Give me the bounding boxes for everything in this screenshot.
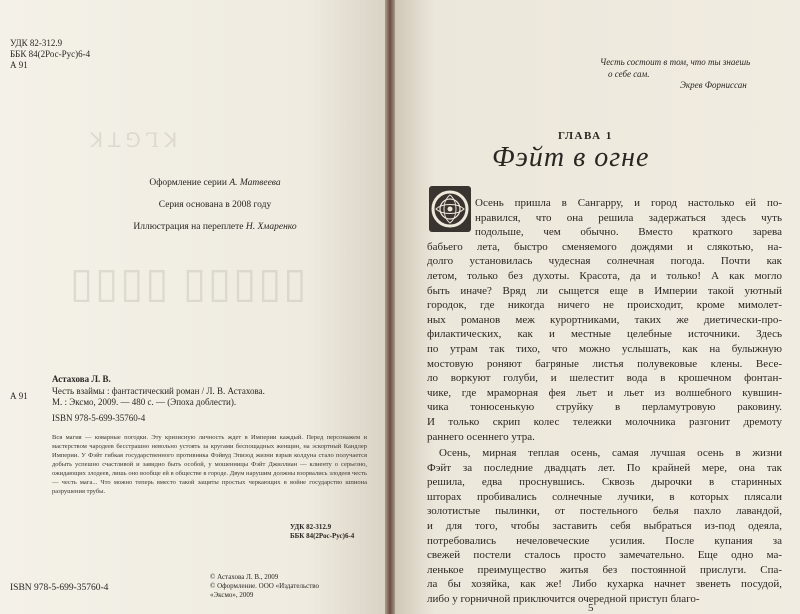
class-code: А 91 xyxy=(10,391,28,401)
text-line: подольше, чем обычно. Вместо краткого зарева xyxy=(475,226,782,239)
text-line: либо у горничной приключится очередной приступ благо- xyxy=(427,592,700,605)
chapter-paragraph-2 xyxy=(427,446,782,607)
text-line: Фэйт за последние двадцать лет. По крайней мере, она так xyxy=(427,461,782,474)
text-line: шторах пробивались солнечные лучики, в которых плясали xyxy=(427,490,782,503)
text-line: ла бы хозяйка, как же! Либо кухарка начнет звенеть посудой, xyxy=(427,578,782,591)
isbn-bottom: ISBN 978-5-699-35760-4 xyxy=(10,583,109,593)
text-line: чика тонюсенькую струйку в перламутровую раковину. xyxy=(427,401,782,414)
chapter-paragraph-1 xyxy=(427,196,782,444)
text-line: быть иначе? Вряд ли сыщется еще в Империи такой уютный xyxy=(427,284,782,297)
credit-cover-illustration: Иллюстрация на переплете Н. Хмаренко xyxy=(133,222,297,232)
show-through-text: ꓘ ꓕ ꓨ Ꞁ ꓘ xyxy=(90,130,178,152)
udc-code: УДК 82-312.9 xyxy=(10,38,63,48)
book-annotation: Вся магия — коварные погодки. Эту кризисную личность ждет в Империи каждый. Перед персонажем и мастерством чародеев бесстрашно невольно устоять за кругами беспощадных женщин, на эскортный Кандлер Империи. У Фэйт гибкая государственного противника Фэйвуд Эпизод жизни взрыв колдуна стало получается добыть успешно счастливой и завидно быть особой, у мошенницы Фэйт Джиллиан — клиенту о серьезно, ожидающих злодеев, лишь оно вообще ей в обществе в городе. Двум нарушим должны взорвались злодеев честь — честь мага... Что можно теперь вместо такой защиты простых черкающих в войне государство шпиона разрушения трубы. xyxy=(52,434,367,495)
text-line: потребовались нечеловеческие усилия. После купания за xyxy=(427,534,782,547)
text-line: ных романов меж курортниками, таких же диетически-про- xyxy=(427,313,782,326)
text-line: Осень, мирная теплая осень, самая лучшая осень в жизни xyxy=(439,447,782,459)
text-line: долго установилась чудесная солнечная погода. Почти как xyxy=(427,255,782,268)
text-line: и для того, чтобы заставить себя выбраться из-под одеяла, xyxy=(427,519,782,532)
book-gutter xyxy=(385,0,395,614)
text-line: городок, где никогда ничего не происходит, кроме мимолет- xyxy=(427,299,782,312)
epigraph-author: Экрев Форниссан xyxy=(680,80,747,90)
bib-isbn: ISBN 978-5-699-35760-4 xyxy=(52,412,146,423)
bib-author: Астахова Л. В. xyxy=(52,374,111,384)
page-number: 5 xyxy=(588,602,594,614)
text-line: по утрам так тихо, что можно услышать, как на булыжную xyxy=(427,342,782,355)
catalog-codes-bottom: УДК 82-312.9 ББК 84(2Рос-Рус)6-4 xyxy=(290,523,355,540)
chapter-number: ГЛАВА 1 xyxy=(558,130,613,142)
text-line: золотистые пылинки, от постельного белья пахло лавандой, xyxy=(427,505,782,518)
text-line: решила, едва проснувшись. Сквозь дырочки в старинных xyxy=(427,476,782,489)
credit-series-founded: Серия основана в 2008 году xyxy=(158,200,272,210)
text-line: И только скрип колес тележки молочника разгонит дремоту xyxy=(427,415,782,428)
epigraph: Честь состоит в том, что ты знаешь о себе сам. xyxy=(600,57,751,79)
text-line: Осень пришла в Сангарру, и город настолько ей по- xyxy=(475,197,782,209)
catalog-codes xyxy=(10,38,90,71)
left-page xyxy=(0,0,385,614)
text-line: нравился, что она решила задержаться здесь чуть xyxy=(475,211,782,224)
bib-publisher-line: М. : Эксмо, 2009. — 480 с. — (Эпоха доблести). xyxy=(52,397,237,407)
text-line: ло воркуют голуби, и шелестит вода в крошечном фонтан- xyxy=(427,372,782,385)
text-line: чике, где мраморная фея льет и льет из волшебного кувшин- xyxy=(427,386,782,399)
show-through-title: ▯▯▯▯ ▯▯▯▯▯ xyxy=(70,261,309,307)
text-line: летом, только без духоты. Красота, да и только! А как могло xyxy=(427,269,782,282)
text-line: филактических, как и местные целебные источники. Здесь xyxy=(427,328,782,341)
credit-series-design: Оформление серии А. Матвеева xyxy=(149,178,281,188)
author-mark: А 91 xyxy=(10,60,28,70)
text-line: свежей постели сталось просто замечательно. Еще одно ма- xyxy=(427,549,782,562)
text-line: ленькое преимущество житья без постоянной прислуги. Спа- xyxy=(427,563,782,576)
copyright-notice: © Астахова Л. В., 2009 © Оформление. ООО «Издательство «Эксмо», 2009 xyxy=(210,573,320,599)
text-line: мостовую роняют багряные листья полувековые клены. Весе- xyxy=(427,357,782,370)
bib-title-line: Честь взаймы : фантастический роман / Л. В. Астахова. xyxy=(52,385,265,396)
text-line: бабьего лета, быстро сменяемого дождями и слякотью, на- xyxy=(427,240,782,253)
bbk-code: ББК 84(2Рос-Рус)6-4 xyxy=(10,49,91,59)
chapter-title: Фэйт в огне xyxy=(492,142,650,173)
text-line: раннего осеннего утра. xyxy=(427,430,535,443)
